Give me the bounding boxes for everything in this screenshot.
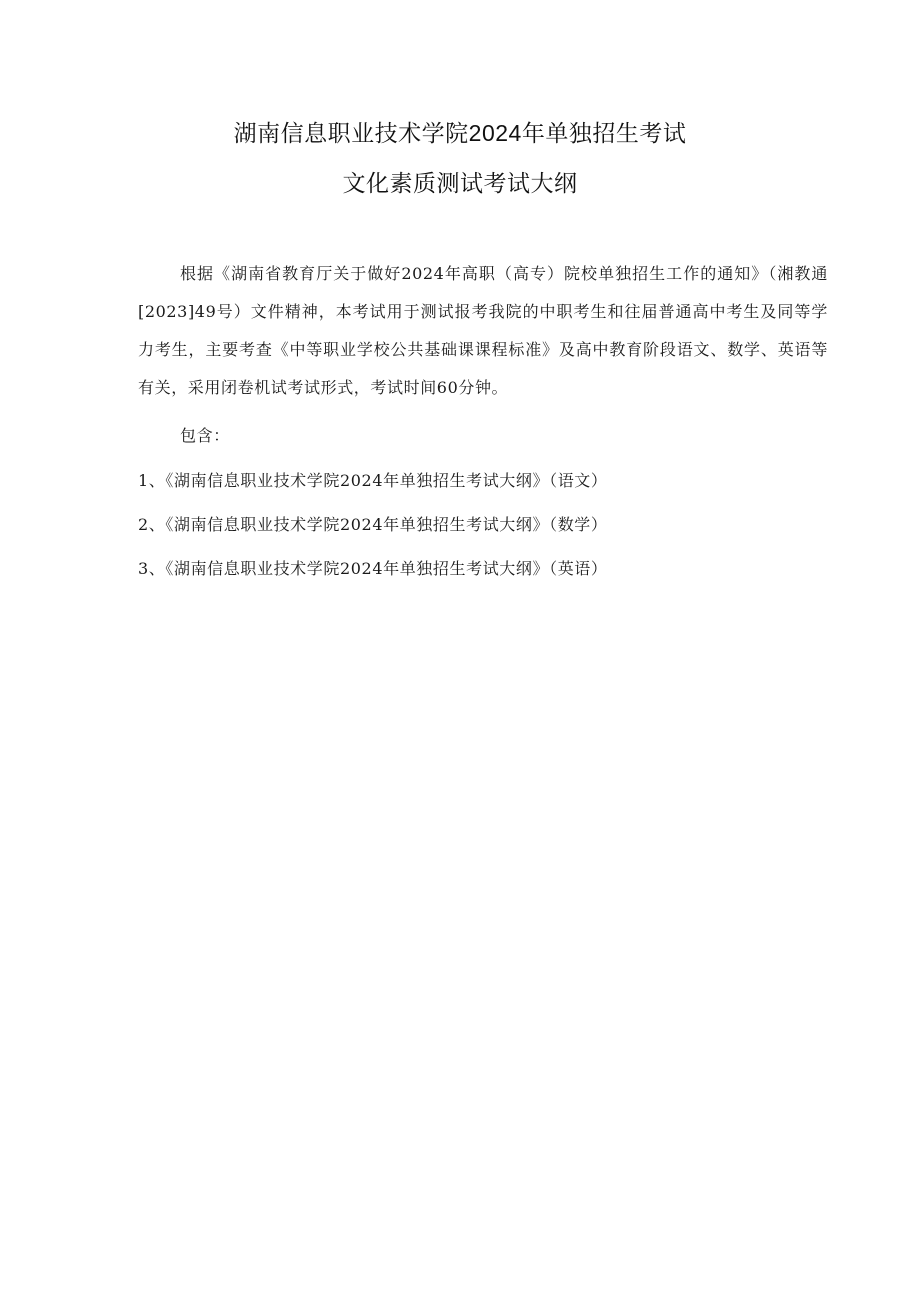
document-body: [138, 255, 828, 591]
list-item-math: 2、《湖南信息职业技术学院2024年单独招生考试大纲》（数学）: [138, 515, 608, 534]
list-item-english: 3、《湖南信息职业技术学院2024年单独招生考试大纲》（英语）: [138, 559, 608, 578]
title-line-1: 湖南信息职业技术学院2024年单独招生考试: [233, 120, 687, 146]
syllabus-list: [138, 459, 828, 591]
title-line-2: 文化素质测试考试大纲: [342, 170, 578, 196]
contains-label: 包含：: [180, 426, 230, 445]
intro-paragraph: 根据《湖南省教育厅关于做好2024年高职（高专）院校单独招生工作的通知》（湘教通[2023]49号）文件精神，本考试用于测试报考我院的中职考生和往届普通高中考生及同等学力考生，主要考查《中等职业学校公共基础课课程标准》及高中教育阶段语文、数学、英语等有关，采用闭卷机试考试形式，考试时间60分钟。: [138, 264, 828, 397]
list-item-chinese: 1、《湖南信息职业技术学院2024年单独招生考试大纲》（语文）: [138, 471, 608, 490]
document-title: [0, 108, 920, 208]
